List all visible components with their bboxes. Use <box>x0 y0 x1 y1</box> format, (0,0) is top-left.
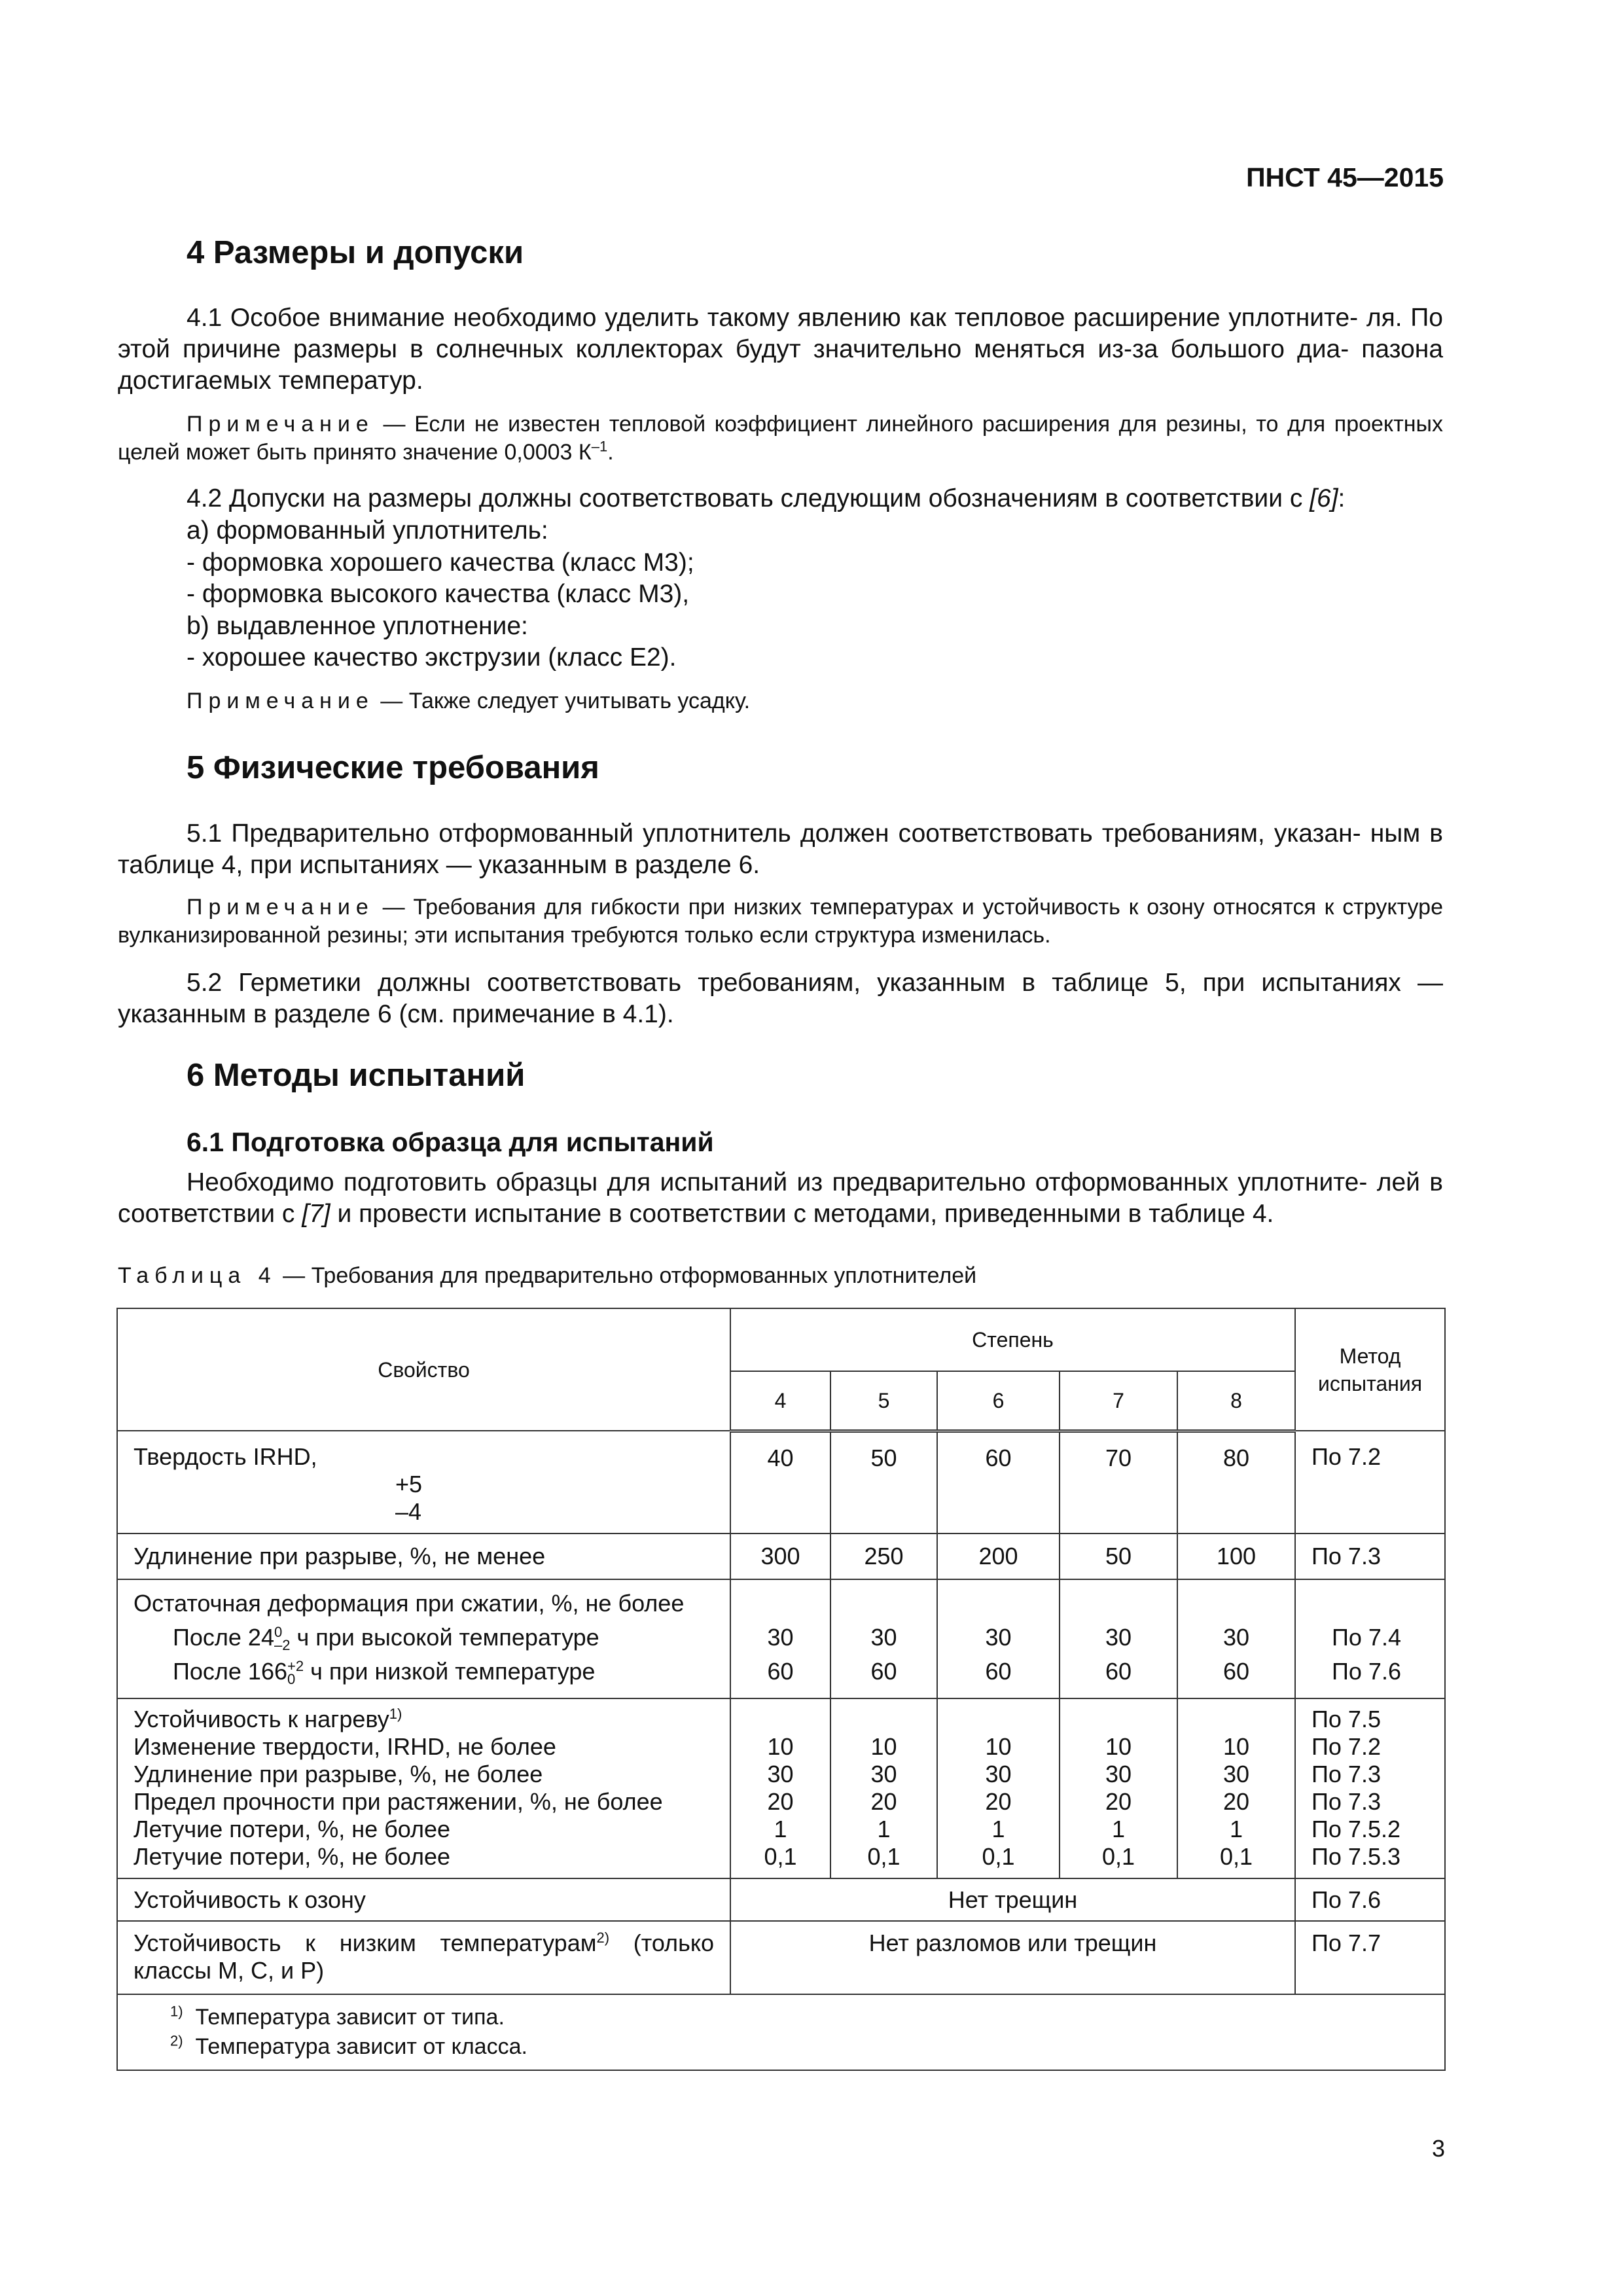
compression-high-sub: –2 <box>274 1637 291 1654</box>
header-degree-7: 7 <box>1060 1371 1177 1431</box>
cell-value <box>830 1579 937 1698</box>
p61-line-1: Необходимо подготовить образцы для испытаний из предварительно отформованных уплотните- <box>187 1168 1368 1196</box>
header-property: Свойство <box>117 1308 730 1431</box>
p42-text: 4.2 Допуски на размеры должны соответствовать следующим обозначениям в соответствии с <box>187 484 1310 512</box>
heat-value: 0,1 <box>867 1843 901 1870</box>
list-item: b) выдавленное уплотнение: <box>187 611 528 640</box>
table-row <box>117 1431 1445 1534</box>
note-label: Примечание <box>187 412 374 437</box>
heat-value: 20 <box>870 1788 897 1815</box>
cell-value-merged: Нет трещин <box>730 1878 1295 1921</box>
p52-line-2: указанным в разделе 6 (см. примечание в 4.1). <box>118 1000 674 1028</box>
paragraph-4-1 <box>118 302 1443 397</box>
note1-line-2: проектных целей может быть принято значение 0,0003 К <box>118 412 1443 465</box>
heat-method: По 7.3 <box>1311 1788 1381 1815</box>
header-degree-6: 6 <box>937 1371 1060 1431</box>
heat-value: 0,1 <box>1219 1843 1253 1870</box>
heat-item: Летучие потери, %, не более <box>134 1816 451 1842</box>
paragraph-5-2 <box>118 967 1443 1030</box>
section-4-title: 4 Размеры и допуски <box>187 235 524 270</box>
heat-item: Летучие потери, %, не более <box>134 1843 451 1870</box>
footnotes-cell <box>117 1994 1445 2070</box>
document-code: ПНСТ 45—2015 <box>1246 162 1444 192</box>
cell-property <box>117 1431 730 1534</box>
heat-method: По 7.5.2 <box>1311 1816 1400 1842</box>
cell-method: По 7.6 <box>1295 1878 1445 1921</box>
heat-label <box>134 1706 730 1733</box>
table-footnotes <box>117 1994 1445 2070</box>
value-low: 60 <box>985 1658 1012 1685</box>
cell-value: 50 <box>1060 1534 1177 1579</box>
cell-value: 300 <box>730 1534 830 1579</box>
section-6-title: 6 Методы испытаний <box>187 1058 526 1093</box>
p61-line-2a: лей в соответствии с <box>118 1168 1444 1228</box>
heat-value: 1 <box>877 1816 891 1842</box>
heat-value: 10 <box>1222 1733 1250 1760</box>
cell-property: Устойчивость к озону <box>117 1878 730 1921</box>
footnote-text: Температура зависит от класса. <box>195 2034 527 2059</box>
footnote-mark: 1) <box>389 1706 402 1722</box>
heat-value: 1 <box>1230 1816 1243 1842</box>
cell-value <box>1060 1698 1177 1878</box>
value-low: 60 <box>1222 1658 1250 1685</box>
table-row <box>117 1921 1445 1994</box>
header-method <box>1295 1308 1445 1431</box>
lowtemp-label-a: Устойчивость к низким температурам <box>134 1929 597 1956</box>
hardness-tol-minus: –4 <box>395 1498 422 1525</box>
heat-item: Удлинение при разрыве, %, не более <box>134 1761 543 1787</box>
heat-value: 10 <box>985 1733 1012 1760</box>
heat-value: 1 <box>1111 1816 1126 1842</box>
footnote-mark: 1) <box>170 2003 183 2020</box>
value-high: 30 <box>1222 1624 1250 1651</box>
note-shrinkage <box>118 687 1443 715</box>
p51-line-2: ным в таблице 4, при испытаниях — указанным в разделе 6. <box>118 819 1443 879</box>
hardness-tol-plus: +5 <box>395 1471 423 1498</box>
cell-property <box>117 1921 730 1994</box>
note1-line-1: — Если не известен тепловой коэффициент линейного расширения для резины, то для <box>383 412 1326 437</box>
value-low: 60 <box>767 1658 794 1685</box>
heat-item: Предел прочности при растяжении, %, не более <box>134 1788 663 1815</box>
cell-value-merged: Нет разломов или трещин <box>730 1921 1295 1994</box>
cell-method: По 7.3 <box>1295 1534 1445 1579</box>
cell-value: 200 <box>937 1534 1060 1579</box>
heat-value: 30 <box>985 1761 1012 1787</box>
header-degree: Степень <box>730 1308 1295 1371</box>
heat-item: Изменение твердости, IRHD, не более <box>134 1733 556 1760</box>
value-low: 60 <box>1105 1658 1132 1685</box>
list-item: а) формованный уплотнитель: <box>187 516 548 545</box>
cell-method <box>1295 1698 1445 1878</box>
header-degree-5: 5 <box>830 1371 937 1431</box>
heat-value: 10 <box>1105 1733 1132 1760</box>
heat-value: 10 <box>767 1733 794 1760</box>
list-item: - хорошее качество экструзии (класс Е2). <box>187 643 677 672</box>
tolerance-list <box>187 515 694 674</box>
note-thermal <box>118 410 1443 467</box>
cell-value <box>1177 1698 1295 1878</box>
table-caption-label: Таблица 4 <box>118 1263 277 1288</box>
compression-high <box>134 1621 730 1655</box>
heat-value: 20 <box>1105 1788 1132 1815</box>
p42-end: : <box>1338 484 1346 512</box>
cell-value <box>937 1579 1060 1698</box>
heat-value: 1 <box>991 1816 1005 1842</box>
paragraph-4-2 <box>118 483 1443 514</box>
cell-method <box>1295 1579 1445 1698</box>
heat-value: 1 <box>774 1816 787 1842</box>
compression-low-sub: 0 <box>287 1671 296 1688</box>
header-degree-4: 4 <box>730 1371 830 1431</box>
note3-line-2: структуре вулканизированной резины; эти испытания требуются только если структура изменилась. <box>118 895 1443 948</box>
footnote-mark: 2) <box>596 1929 610 1946</box>
compression-low-b: ч при низкой температуре <box>304 1658 596 1685</box>
table-caption-text: — Требования для предварительно отформованных уплотнителей <box>283 1263 977 1288</box>
compression-low-a: После 166 <box>173 1658 287 1685</box>
table-row <box>117 1878 1445 1921</box>
value-high: 30 <box>985 1624 1012 1651</box>
cell-value: 250 <box>830 1534 937 1579</box>
compression-high-sup: 0 <box>274 1624 283 1641</box>
heat-method: По 7.2 <box>1311 1733 1381 1760</box>
hardness-label: Твердость IRHD, <box>134 1443 317 1470</box>
heat-method: По 7.3 <box>1311 1761 1381 1787</box>
cell-property: Удлинение при разрыве, %, не менее <box>117 1534 730 1579</box>
value-high: 30 <box>1105 1624 1132 1651</box>
list-item: - формовка высокого качества (класс М3), <box>187 580 690 608</box>
note-label: Примечание <box>187 689 374 713</box>
p61-line-2b: и провести испытание в соответствии с методами, приведенными в таблице 4. <box>330 1200 1274 1228</box>
cell-property <box>117 1698 730 1878</box>
heat-value: 30 <box>767 1761 794 1787</box>
list-item: - формовка хорошего качества (класс М3); <box>187 548 694 577</box>
heat-method: По 7.5.3 <box>1311 1843 1400 1870</box>
paragraph-5-1 <box>118 818 1443 881</box>
paragraph-6-1 <box>118 1167 1443 1230</box>
cell-value: 40 <box>730 1431 830 1534</box>
cell-value <box>730 1698 830 1878</box>
cell-value: 80 <box>1177 1431 1295 1534</box>
cell-value: 50 <box>830 1431 937 1534</box>
note1-exponent: –1 <box>591 438 608 455</box>
compression-low <box>134 1655 730 1689</box>
page-number: 3 <box>1432 2135 1446 2162</box>
note1-end: . <box>607 440 614 465</box>
p41-line-3: пазона достигаемых температур. <box>118 335 1444 395</box>
note-requirements <box>118 893 1443 950</box>
cell-value: 70 <box>1060 1431 1177 1534</box>
header-degree-8: 8 <box>1177 1371 1295 1431</box>
section-5-title: 5 Физические требования <box>187 750 599 785</box>
heat-value: 20 <box>767 1788 794 1815</box>
compression-high-a: После 24 <box>173 1624 274 1651</box>
heat-value: 10 <box>870 1733 897 1760</box>
heat-method: По 7.5 <box>1311 1706 1381 1732</box>
requirements-table <box>116 1308 1446 2071</box>
p61-reference: [7] <box>302 1200 330 1228</box>
compression-high-b: ч при высокой температуре <box>290 1624 599 1651</box>
table-row <box>117 1698 1445 1878</box>
table-row <box>117 1534 1445 1579</box>
footnote-mark: 2) <box>170 2032 183 2049</box>
p41-line-1: 4.1 Особое внимание необходимо уделить такому явлению как тепловое расширение уплотните- <box>187 304 1359 332</box>
p51-line-1: 5.1 Предварительно отформованный уплотнитель должен соответствовать требованиям, указан- <box>187 819 1361 848</box>
cell-value <box>1060 1579 1177 1698</box>
heat-value: 0,1 <box>1101 1843 1135 1870</box>
cell-value: 60 <box>937 1431 1060 1534</box>
heat-value: 30 <box>870 1761 897 1787</box>
value-high: 30 <box>870 1624 897 1651</box>
cell-value <box>1177 1579 1295 1698</box>
heat-label-text: Устойчивость к нагреву <box>134 1706 389 1732</box>
table-caption <box>118 1263 976 1289</box>
cell-value <box>937 1698 1060 1878</box>
cell-value <box>830 1698 937 1878</box>
cell-value <box>730 1579 830 1698</box>
footnote <box>170 2032 1444 2062</box>
compression-low-sup: +2 <box>287 1658 304 1675</box>
cell-value: 100 <box>1177 1534 1295 1579</box>
method-high: По 7.4 <box>1332 1624 1401 1651</box>
compression-label: Остаточная деформация при сжатии, %, не более <box>134 1590 685 1617</box>
heat-value: 30 <box>1222 1761 1250 1787</box>
footnote <box>170 2003 1444 2032</box>
heat-value: 20 <box>985 1788 1012 1815</box>
note3-line-1: — Требования для гибкости при низких температурах и устойчивость к озону относятся к <box>382 895 1334 920</box>
p41-line-2: ля. По этой причине размеры в солнечных коллекторах будут значительно меняться из-за большого диа- <box>118 304 1443 363</box>
lowtemp-label-b: (только классы М, С, и Р) <box>134 1929 714 1984</box>
section-6-1-title: 6.1 Подготовка образца для испытаний <box>187 1127 714 1157</box>
p42-reference: [6] <box>1310 484 1338 512</box>
heat-value: 20 <box>1222 1788 1250 1815</box>
heat-value: 0,1 <box>982 1843 1015 1870</box>
footnote-text: Температура зависит от типа. <box>195 2005 505 2030</box>
value-high: 30 <box>767 1624 794 1651</box>
header-method-text: Метод испытания <box>1317 1344 1423 1395</box>
note2-text: — Также следует учитывать усадку. <box>380 689 751 713</box>
p52-line-1: 5.2 Герметики должны соответствовать требованиям, указанным в таблице 5, при испытаниях — <box>187 969 1443 997</box>
value-low: 60 <box>870 1658 897 1685</box>
heat-value: 0,1 <box>764 1843 797 1870</box>
cell-method: По 7.7 <box>1295 1921 1445 1994</box>
cell-property <box>117 1579 730 1698</box>
method-low: По 7.6 <box>1332 1658 1401 1685</box>
note-label: Примечание <box>187 895 374 920</box>
table-row <box>117 1579 1445 1698</box>
cell-method: По 7.2 <box>1295 1431 1445 1534</box>
heat-value: 30 <box>1105 1761 1132 1787</box>
